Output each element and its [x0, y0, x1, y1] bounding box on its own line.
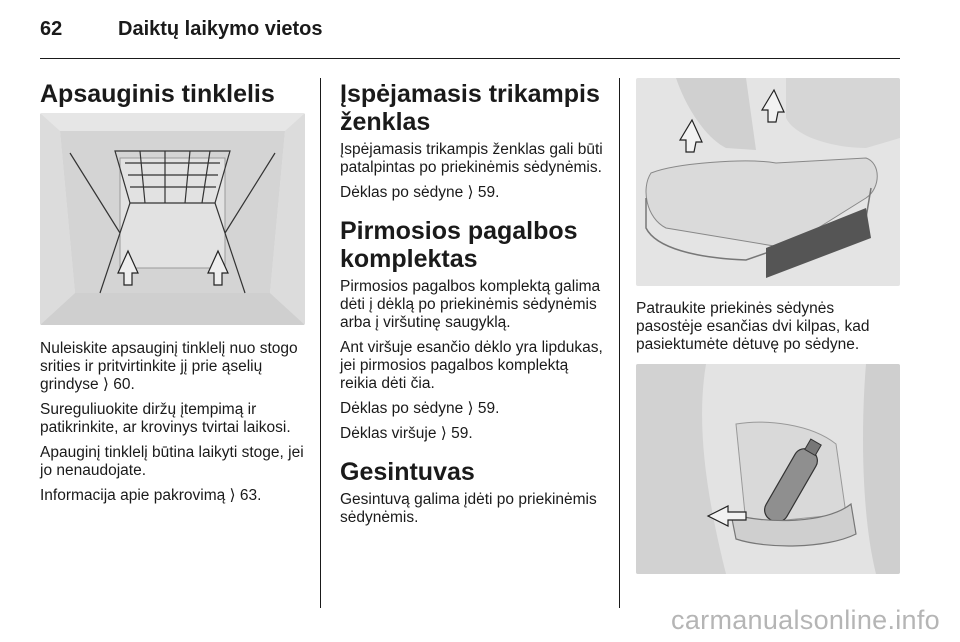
section-title-cargo-net: Apsauginis tinklelis	[40, 80, 275, 108]
middle-column	[340, 80, 608, 534]
page-number: 62	[40, 18, 63, 40]
reference-arrow-icon: ⟩	[229, 487, 236, 504]
cargo-net-paragraph-4: Informacija apie pakrovimą ⟩ 63.	[40, 487, 262, 504]
cargo-net-paragraph-3: Apauginį tinklelį būtina laikyti stoge, jei jo nenaudojate.	[40, 444, 304, 479]
extinguisher-paragraph-1: Gesintuvą galima įdėti po priekinėmis sėdynėmis.	[340, 491, 597, 526]
watermark: carmanualsonline.info	[671, 605, 940, 635]
warning-triangle-paragraph-1: Įspėjamasis trikampis ženklas gali būti patalpintas po priekinėmis sėdynėmis.	[340, 141, 603, 176]
chapter-title: Daiktų laikymo vietos	[118, 18, 323, 40]
section-title-first-aid: Pirmosios pagalbos komplektas	[340, 217, 578, 273]
reference-arrow-icon: ⟩	[467, 400, 474, 417]
first-aid-paragraph-4: Dėklas viršuje ⟩ 59.	[340, 425, 473, 442]
reference-arrow-icon: ⟩	[440, 425, 447, 442]
left-column	[40, 80, 305, 512]
reference-arrow-icon: ⟩	[467, 184, 474, 201]
seat-lift-illustration-icon	[636, 78, 900, 286]
reference-arrow-icon: ⟩	[102, 376, 109, 393]
extinguisher-illustration-icon	[636, 364, 900, 574]
section-title-extinguisher: Gesintuvas	[340, 458, 475, 486]
column-divider-left	[320, 78, 321, 608]
first-aid-paragraph-2: Ant viršuje esančio dėklo yra lipdukas, jei pirmosios pagalbos komplektą reikia dėti čia.	[340, 339, 603, 392]
header-divider	[40, 58, 900, 59]
cargo-net-paragraph-1: Nuleiskite apsauginį tinklelį nuo stogo srities ir pritvirtinkite jį prie ąselių grindyse ⟩ 60.	[40, 340, 298, 393]
cargo-net-illustration-icon	[40, 113, 305, 325]
warning-triangle-paragraph-2: Dėklas po sėdyne ⟩ 59.	[340, 184, 500, 201]
cargo-net-paragraph-2: Sureguliuokite diržų įtempimą ir patikrinkite, ar krovinys tvirtai laikosi.	[40, 401, 291, 436]
column-divider-right	[619, 78, 620, 608]
first-aid-paragraph-1: Pirmosios pagalbos komplektą galima dėti į dėklą po priekinėmis sėdynėmis arba į viršutinę saugyklą.	[340, 278, 601, 331]
seat-lift-paragraph: Patraukite priekinės sėdynės pasostėje esančias dvi kilpas, kad pasiektumėte dėtuvę po sėdyne.	[636, 300, 870, 353]
right-column	[636, 78, 900, 574]
first-aid-paragraph-3: Dėklas po sėdyne ⟩ 59.	[340, 400, 500, 417]
section-title-warning-triangle: Įspėjamasis trikampis ženklas	[340, 80, 600, 136]
